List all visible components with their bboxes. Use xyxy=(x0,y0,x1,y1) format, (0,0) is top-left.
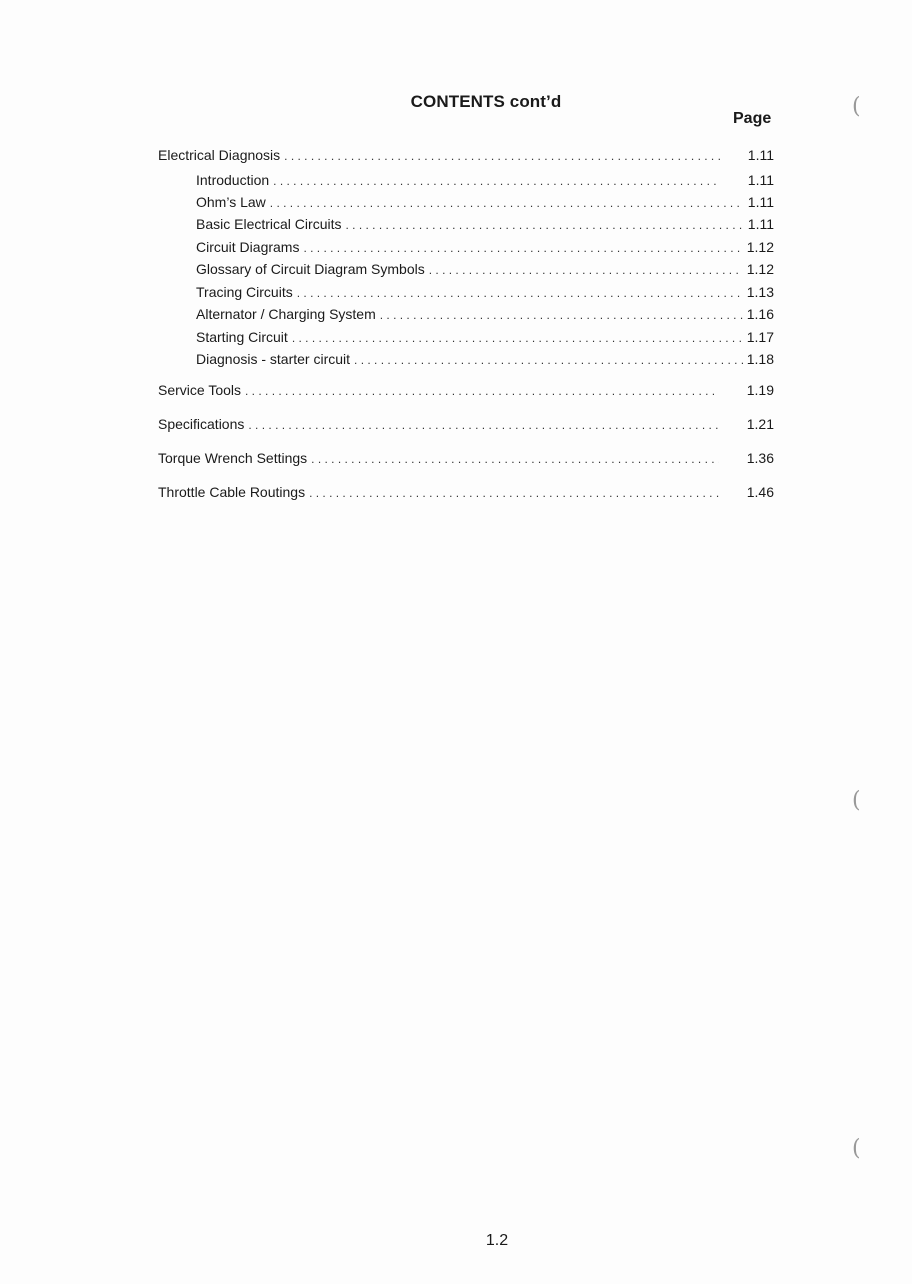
dot-leader xyxy=(303,238,742,258)
toc-entry-starting-circuit[interactable] xyxy=(196,327,774,347)
toc-entry-page: 1.11 xyxy=(747,216,774,232)
toc-entry-label: Tracing Circuits xyxy=(196,284,293,300)
dot-leader xyxy=(245,381,719,401)
page-number: 1.2 xyxy=(485,1232,509,1249)
toc-entry-page: 1.16 xyxy=(746,306,774,322)
toc-entry-label: Circuit Diagrams xyxy=(196,239,300,255)
toc-entry-alternator-charging-system[interactable] xyxy=(196,304,774,324)
dot-leader xyxy=(297,283,743,303)
dot-leader xyxy=(284,146,720,166)
scan-mark: ( xyxy=(852,788,861,813)
dot-leader xyxy=(380,305,743,325)
toc-entry-glossary-of-circuit-diagram-symbols[interactable] xyxy=(196,259,774,279)
toc-entry-page: 1.46 xyxy=(746,484,774,500)
toc-entry-page: 1.12 xyxy=(746,239,774,255)
toc-entry-page: 1.36 xyxy=(746,450,774,466)
toc-entry-specifications[interactable] xyxy=(158,414,774,434)
toc-entry-circuit-diagrams[interactable] xyxy=(196,237,774,257)
toc-entry-page: 1.11 xyxy=(747,194,774,210)
toc-entry-label: Starting Circuit xyxy=(196,329,288,345)
dot-leader xyxy=(248,415,718,435)
toc-entry-label: Diagnosis - starter circuit xyxy=(196,351,351,367)
toc-entry-label: Service Tools xyxy=(158,382,242,398)
toc-entry-throttle-cable-routings[interactable] xyxy=(158,482,774,502)
toc-entry-page: 1.21 xyxy=(746,416,774,432)
toc-entry-page: 1.11 xyxy=(747,147,774,163)
toc-entry-page: 1.18 xyxy=(746,351,774,367)
dot-leader xyxy=(292,328,743,348)
toc-entry-page: 1.17 xyxy=(746,329,774,345)
toc-entry-tracing-circuits[interactable] xyxy=(196,282,774,302)
toc-entry-page: 1.11 xyxy=(747,172,774,188)
dot-leader xyxy=(273,171,720,191)
scan-mark: ( xyxy=(852,1136,861,1161)
dot-leader xyxy=(309,483,719,503)
page-column-header: Page xyxy=(733,110,772,127)
page-title: CONTENTS cont’d xyxy=(410,92,562,111)
toc-entry-basic-electrical-circuits[interactable] xyxy=(196,214,774,234)
dot-leader xyxy=(354,350,743,370)
toc-entry-page: 1.19 xyxy=(746,382,774,398)
toc-entry-service-tools[interactable] xyxy=(158,380,774,400)
toc-entry-diagnosis-starter-circuit[interactable] xyxy=(196,349,774,369)
toc-entry-ohms-law[interactable] xyxy=(196,192,774,212)
toc-entry-label: Ohm’s Law xyxy=(196,194,266,210)
toc-entry-label: Alternator / Charging System xyxy=(196,306,376,322)
toc-entry-label: Introduction xyxy=(196,172,270,188)
toc-entry-label: Specifications xyxy=(158,416,245,432)
scan-mark: ( xyxy=(852,94,861,119)
toc-entry-label: Glossary of Circuit Diagram Symbols xyxy=(196,261,425,277)
dot-leader xyxy=(311,449,719,469)
dot-leader xyxy=(345,215,743,235)
toc-entry-page: 1.12 xyxy=(746,261,774,277)
toc-entry-label: Basic Electrical Circuits xyxy=(196,216,342,232)
toc-entry-introduction[interactable] xyxy=(196,170,774,190)
dot-leader xyxy=(270,193,744,213)
toc-entry-torque-wrench-settings[interactable] xyxy=(158,448,774,468)
toc-entry-label: Torque Wrench Settings xyxy=(158,450,308,466)
toc-entry-label: Electrical Diagnosis xyxy=(158,147,281,163)
toc-entry-page: 1.13 xyxy=(746,284,774,300)
toc-entry-electrical-diagnosis[interactable] xyxy=(158,145,774,165)
dot-leader xyxy=(429,260,743,280)
toc-entry-label: Throttle Cable Routings xyxy=(158,484,306,500)
